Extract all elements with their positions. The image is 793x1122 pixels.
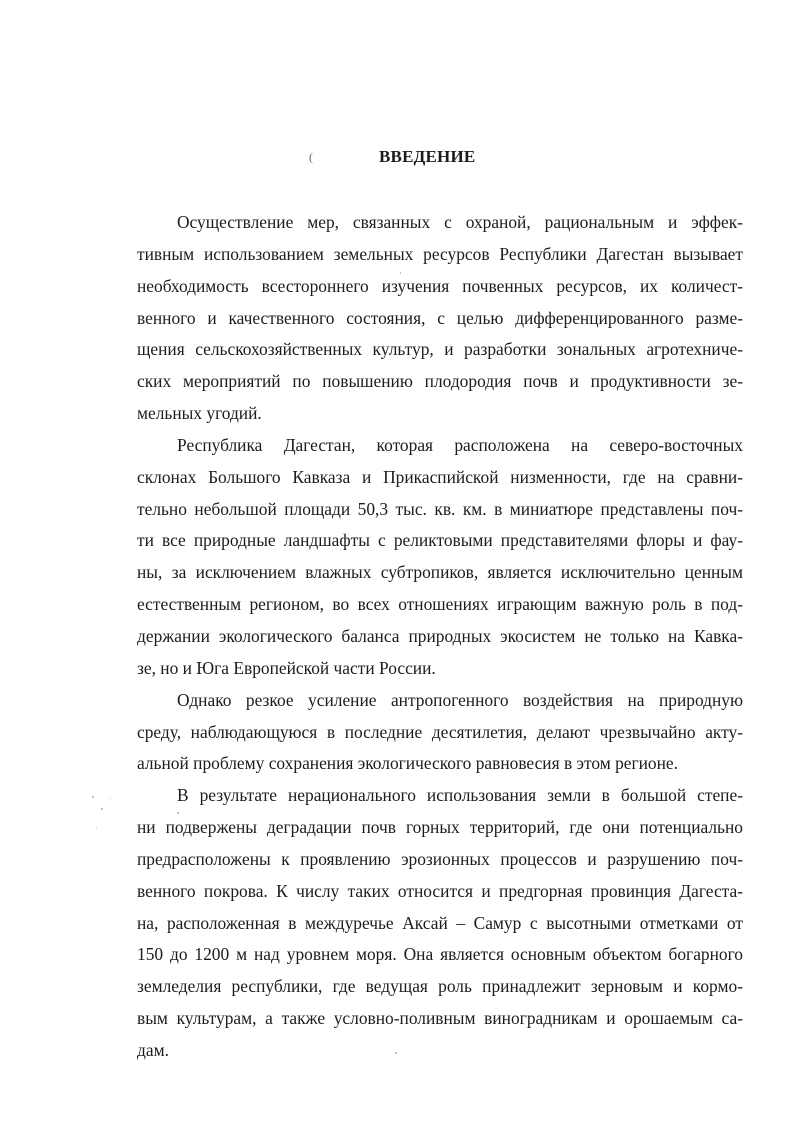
- text-line: венного покрова. К числу таких относится и предгорная провинция Дагеста-: [137, 880, 743, 901]
- text-line: ских мероприятий по повышению плодородия почв и продуктивности зе-: [137, 371, 743, 392]
- text-line: необходимость всестороннего изучения почвенных ресурсов, их количест-: [137, 275, 743, 296]
- text-line: зе, но и Юга Европейской части России.: [137, 657, 436, 678]
- paragraph-3: [137, 688, 743, 784]
- text-line: склонах Большого Кавказа и Прикаспийской низменности, где на сравни-: [137, 466, 743, 487]
- text-line: Осуществление мер, связанных с охраной, рациональным и эффек-: [177, 212, 743, 232]
- paragraph-4: [137, 783, 743, 1070]
- paragraph-2: [137, 433, 743, 688]
- paragraph-1: [137, 210, 743, 433]
- text-line: земледелия республики, где ведущая роль принадлежит зерновым и кормо-: [137, 976, 743, 997]
- text-line: предрасположены к проявлению эрозионных процессов и разрушению поч-: [137, 848, 743, 869]
- page-title: ВВЕДЕНИЕ: [379, 147, 476, 166]
- text-line: мельных угодий.: [137, 403, 262, 424]
- document-body: [137, 210, 743, 1070]
- text-line: В результате нерационального использования земли в большой степе-: [177, 785, 743, 806]
- scan-speck: [96, 828, 97, 829]
- scan-speck: [177, 812, 179, 814]
- text-line: венного и качественного состояния, с целью дифференцированного разме-: [137, 307, 743, 328]
- text-line: естественным регионом, во всех отношениях играющим важную роль в под-: [137, 594, 743, 615]
- text-line: ти все природные ландшафты с реликтовыми представителями флоры и фау-: [137, 530, 743, 551]
- stray-mark: (: [309, 150, 313, 164]
- scan-speck: [92, 796, 94, 798]
- text-line: ны, за исключением влажных субтропиков, является исключительно ценным: [137, 562, 743, 583]
- text-line: тивным использованием земельных ресурсов Республики Дагестан вызывает: [137, 243, 743, 264]
- scan-speck: [110, 798, 111, 799]
- scan-speck: [400, 272, 401, 274]
- text-line: 150 до 1200 м над уровнем моря. Она является основным объектом богарного: [137, 944, 743, 965]
- text-line: щения сельскохозяйственных культур, и разработки зональных агротехниче-: [137, 339, 743, 360]
- scan-speck: [101, 808, 103, 810]
- text-line: тельно небольшой площади 50,3 тыс. кв. км. в миниатюре представлены поч-: [137, 498, 743, 519]
- text-line: альной проблему сохранения экологического равновесия в этом регионе.: [137, 753, 678, 774]
- scan-speck: [395, 1052, 397, 1054]
- text-line: Республика Дагестан, которая расположена на северо-восточных: [177, 434, 743, 455]
- text-line: ни подвержены деградации почв горных территорий, где они потенциально: [137, 817, 743, 838]
- text-line: держании экологического баланса природных экосистем не только на Кавка-: [137, 625, 743, 646]
- text-line: среду, наблюдающуюся в последние десятилетия, делают чрезвычайно акту-: [137, 721, 743, 742]
- text-line: вым культурам, а также условно-поливным виноградникам и орошаемым са-: [137, 1008, 743, 1029]
- text-line: Однако резкое усиление антропогенного воздействия на природную: [177, 689, 743, 710]
- text-line: дам.: [137, 1039, 169, 1060]
- text-line: на, расположенная в междуречье Аксай – Самур с высотными отметками от: [137, 912, 743, 933]
